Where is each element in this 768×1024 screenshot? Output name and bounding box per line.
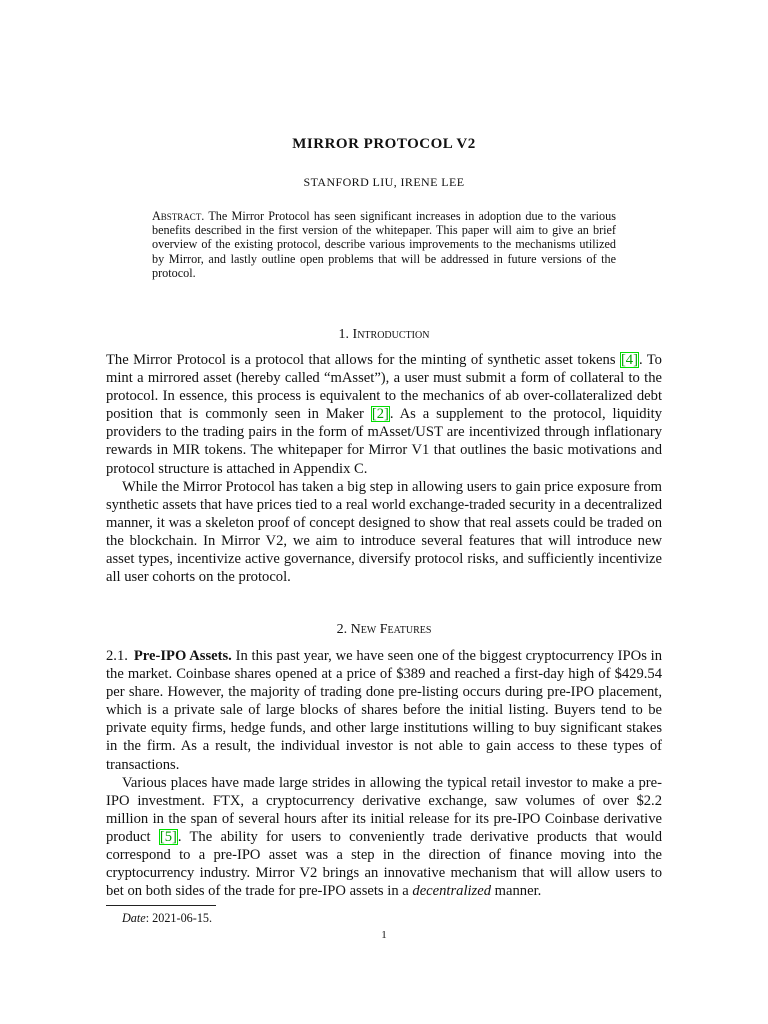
citation-link[interactable]: [5] bbox=[159, 828, 177, 845]
subsection-title: Pre-IPO Assets. bbox=[133, 648, 232, 664]
section-number: 2. bbox=[336, 622, 348, 637]
text-run: . As a supplement to the protocol, liquidity providers to the trading pairs in the form of mAsset/UST are incentivized through inflationary rewards in MIR tokens. The whitepaper for Mirror V1 that outlines the basic motivations and protocol structure is attached in Appendix C. bbox=[106, 406, 662, 477]
footnote-value: : 2021-06-15. bbox=[145, 911, 213, 925]
abstract-label: Abstract. bbox=[152, 209, 205, 223]
paragraph bbox=[106, 774, 662, 901]
section-heading-introduction bbox=[0, 327, 768, 343]
emphasis: decentralized bbox=[412, 883, 492, 900]
new-features-body bbox=[106, 647, 662, 900]
paper-authors: STANFORD LIU, IRENE LEE bbox=[303, 175, 465, 189]
section-title: Introduction bbox=[352, 327, 430, 342]
abstract bbox=[152, 209, 616, 280]
footnote-rule bbox=[106, 905, 216, 906]
section-title: New Features bbox=[350, 622, 432, 637]
section-number: 1. bbox=[338, 327, 350, 342]
abstract-text: The Mirror Protocol has seen significant increases in adoption due to the various benefits described in the first version of the whitepaper. This paper will aim to give an brief overview of the existing protocol, describe various improvements to the mechanisms utilized by Mirror, and lastly outline open problems that will be addressed in future versions of the protocol. bbox=[152, 209, 616, 280]
page-number: 1 bbox=[381, 929, 387, 941]
paragraph: While the Mirror Protocol has taken a big step in allowing users to gain price exposure from synthetic assets that have prices tied to a real world exchange-traded security in a decentralized manner, it was a skeleton proof of concept designed to show that real assets could be traded on the blockchain. In Mirror V2, we aim to introduce several features that will introduce new asset types, incentivize active governance, diversify protocol risks, and sufficiently incentivize all user cohorts on the protocol. bbox=[106, 478, 662, 586]
text-run: . To mint a mirrored asset (hereby called “mAsset”), a user must submit a form of collateral to the protocol. In essence, this process is equivalent to the mechanics of ab over-collateralized debt position that is commonly seen in Maker bbox=[106, 352, 662, 423]
paragraph bbox=[106, 647, 662, 774]
paragraph bbox=[106, 351, 662, 478]
citation-link[interactable]: [4] bbox=[620, 352, 638, 368]
footnote-label: Date bbox=[122, 911, 146, 925]
text-run: Various places have made large strides in allowing the typical retail investor to make a pre-IPO investment. FTX, a cryptocurrency derivative exchange, saw volumes of over $2.2 million in the span of several hours after its initial release for its pre-IPO Coinbase derivative product bbox=[106, 774, 662, 845]
introduction-body bbox=[106, 351, 662, 586]
citation-link[interactable]: [2] bbox=[371, 406, 389, 423]
text-run: In this past year, we have seen one of the biggest cryptocurrency IPOs in the market. Coinbase shares opened at a price of $389 and reached a first-day high of $429.54 per share. However, the majority of trading done pre-listing occurs during pre-IPO placement, which is a private sale of large blocks of shares before the initial listing. Buyers tend to be private equity firms, hedge funds, and other large institutions willing to buy significant stakes in the firm. As a result, the individual investor is not able to gain access to these types of transactions. bbox=[106, 648, 662, 773]
text-run: manner. bbox=[491, 883, 542, 900]
footnote bbox=[122, 911, 212, 926]
subsection-number: 2.1. bbox=[106, 648, 128, 664]
paper-title: MIRROR PROTOCOL V2 bbox=[292, 136, 476, 152]
text-run: . The ability for users to conveniently trade derivative products that would correspond to a pre-IPO asset was a step in the direction of finance moving into the cryptocurrency industry. Mirror V2 brings an innovative mechanism that will allow users to bet on both sides of the trade for pre-IPO assets in a bbox=[106, 828, 662, 900]
text-run: The Mirror Protocol is a protocol that allows for the minting of synthetic asset tokens bbox=[106, 352, 620, 368]
section-heading-new-features bbox=[0, 622, 768, 638]
